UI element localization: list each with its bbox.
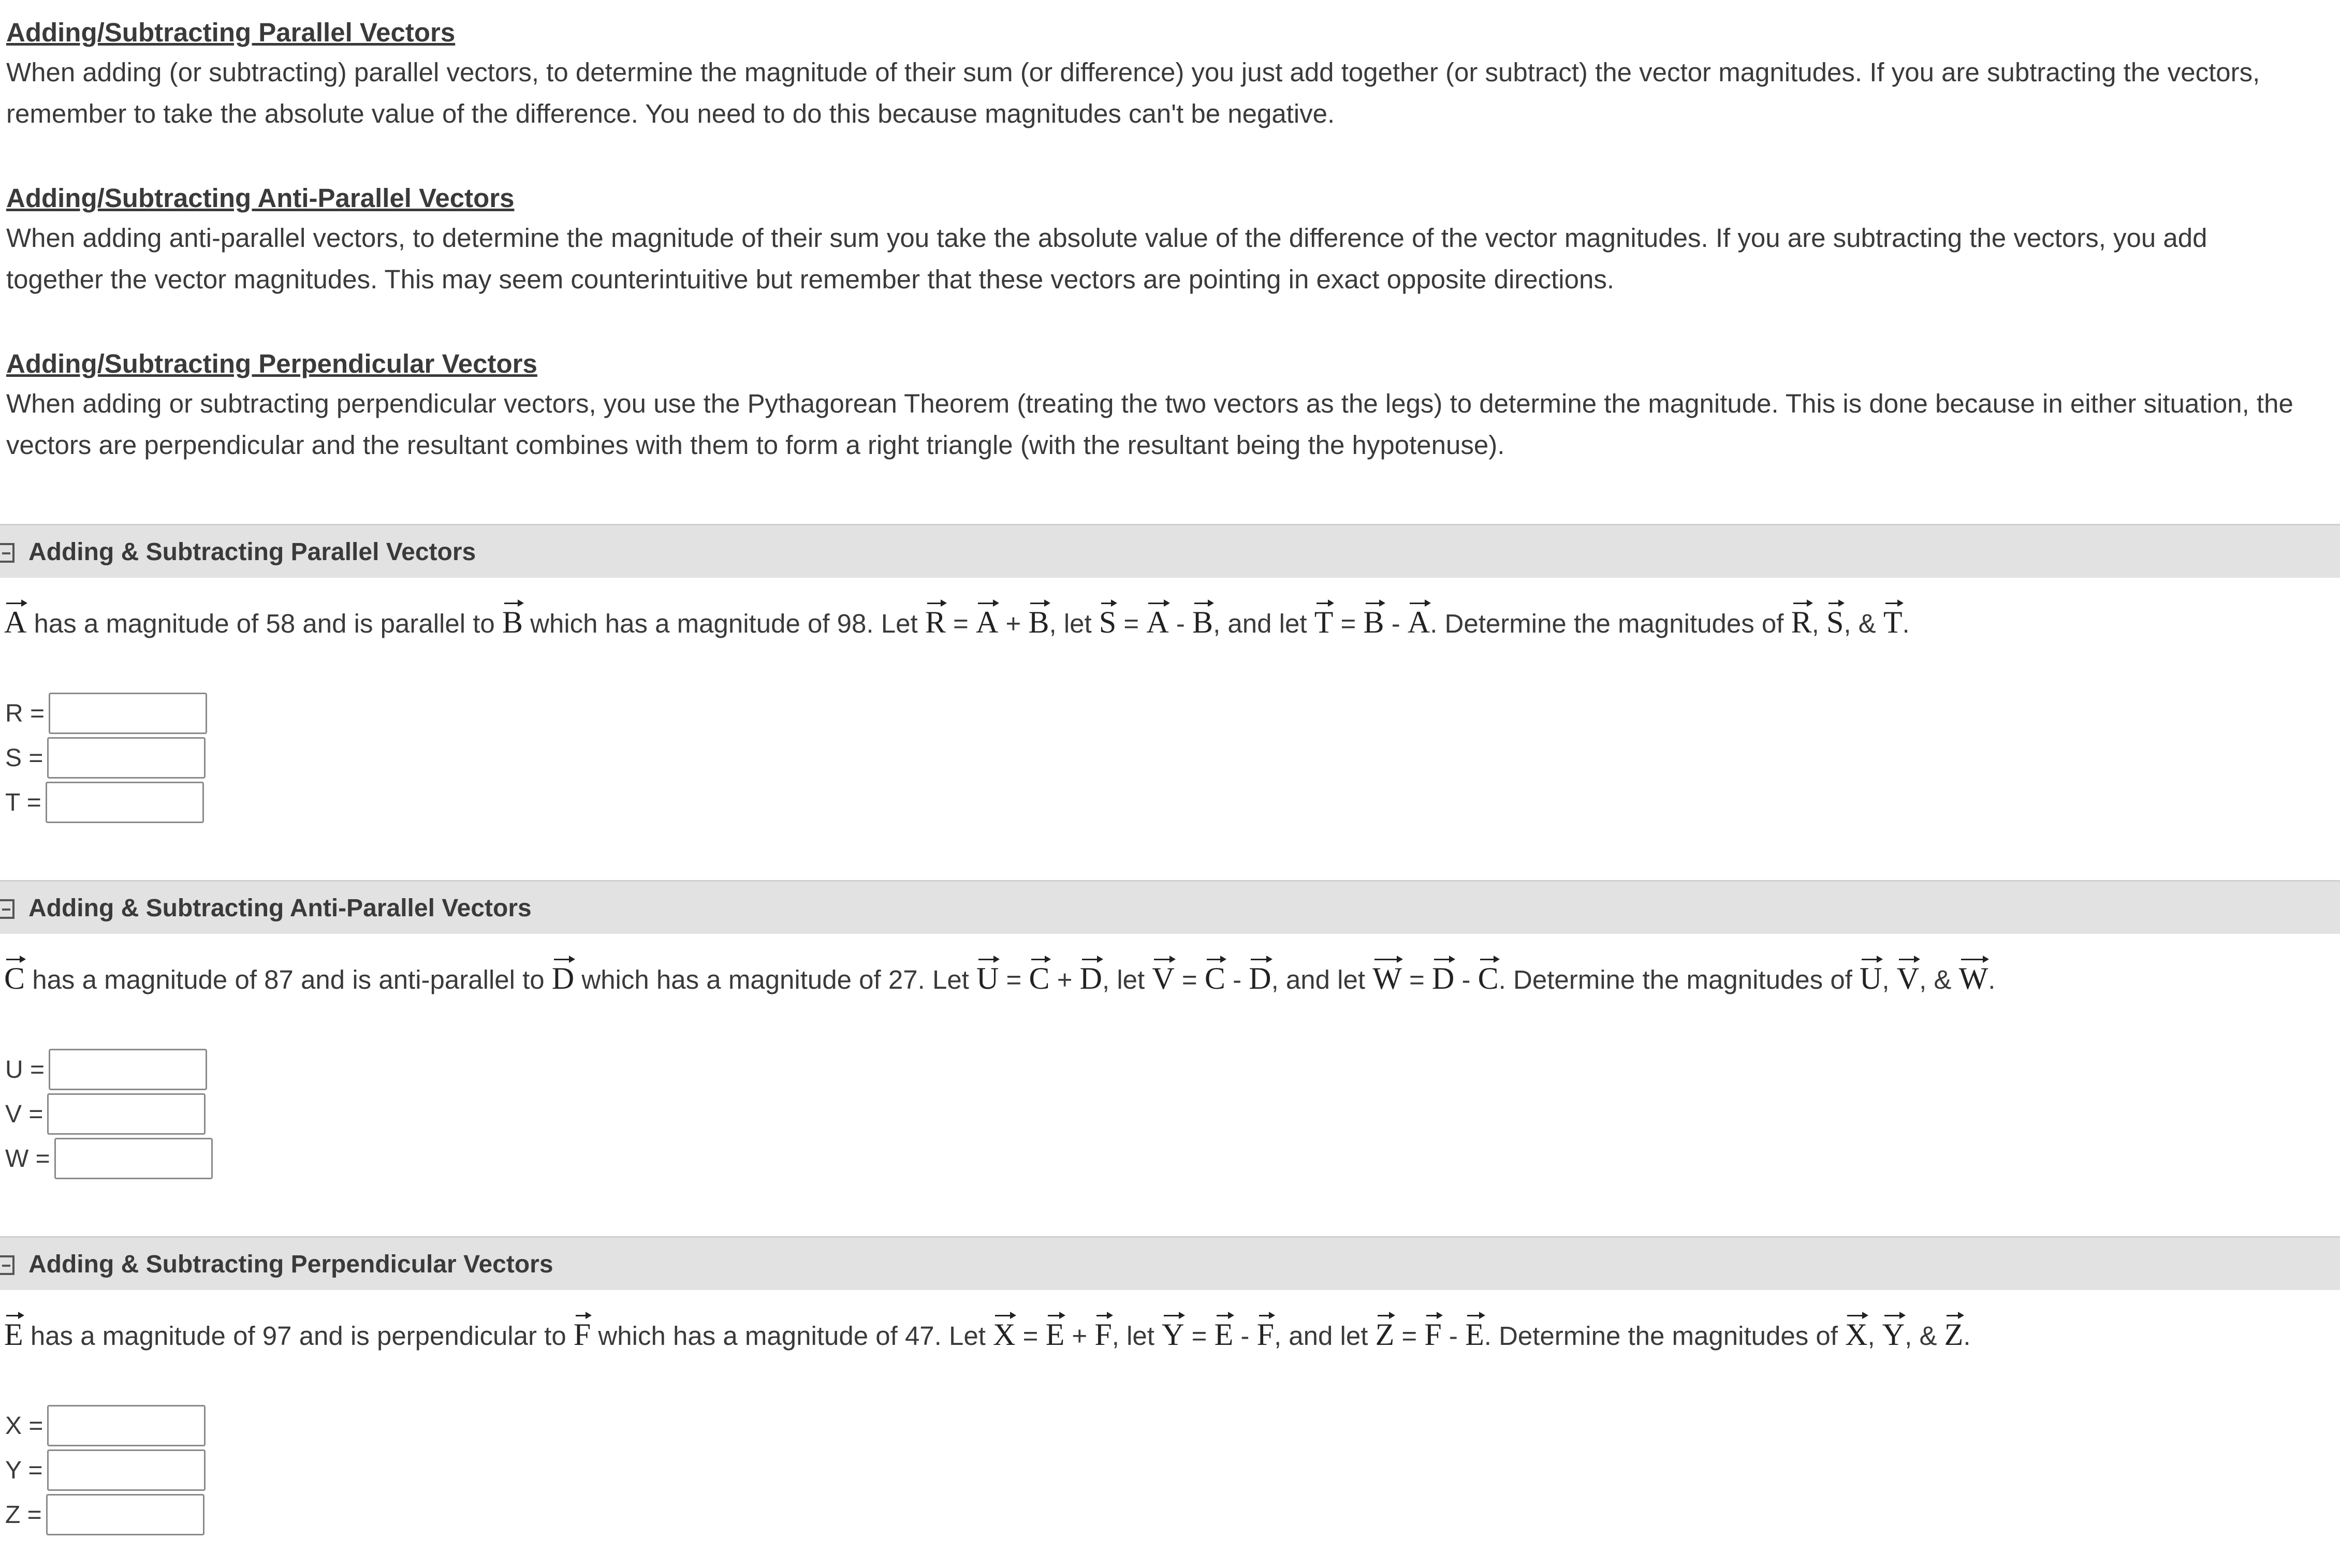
vector-symbol: W <box>1372 961 1402 995</box>
vector-symbol: E <box>4 1317 23 1352</box>
operator: - <box>1391 609 1400 638</box>
vector-symbol: C <box>1478 961 1499 995</box>
vector-symbol: C <box>1029 961 1050 995</box>
section-title: Adding & Subtracting Parallel Vectors <box>28 538 476 566</box>
operator: - <box>1240 1321 1250 1351</box>
problem-text: has a magnitude of 58 and is parallel to <box>26 609 502 638</box>
operator: - <box>1449 1321 1458 1351</box>
intro-line: vectors are perpendicular and the resultant combines with them to form a right triangle (with the resultant being the hypotenuse). <box>6 430 1505 460</box>
problem-statement: A has a magnitude of 58 and is parallel to B which has a magnitude of 98. Let R = A + B, let S = A - B, and let T = B - A. Determine the magnitudes of R, S, & T. <box>4 605 1910 639</box>
intro-line: When adding or subtracting perpendicular vectors, you use the Pythagorean Theorem (treating the two vectors as the legs) to determine the magnitude. This is done because in either situation, the <box>6 389 2293 418</box>
problem-text: which has a magnitude of 98. Let <box>522 609 925 638</box>
vector-symbol: B <box>1028 605 1049 639</box>
vector-symbol: D <box>1431 961 1455 995</box>
vector-symbol: F <box>1256 1317 1274 1352</box>
operator: - <box>1176 609 1185 638</box>
intro-title: Adding/Subtracting Parallel Vectors <box>6 18 456 47</box>
answer-input-s[interactable] <box>47 737 206 779</box>
problem-text: which has a magnitude of 27. Let <box>574 965 977 994</box>
vector-symbol: D <box>551 961 575 995</box>
vector-symbol: T <box>1314 605 1334 639</box>
answer-row-r <box>5 692 207 735</box>
problem-text: has a magnitude of 87 and is anti-parallel to <box>25 965 552 994</box>
section-header-parallel[interactable] <box>0 524 2340 578</box>
vector-symbol: X <box>1845 1317 1868 1352</box>
answer-input-w[interactable] <box>54 1138 213 1179</box>
vector-symbol: U <box>976 961 999 995</box>
intro-parallel <box>6 17 2336 135</box>
vector-symbol: F <box>573 1317 591 1352</box>
vector-symbol: F <box>1094 1317 1112 1352</box>
collapse-icon[interactable] <box>0 899 14 919</box>
answer-row-u <box>5 1048 207 1091</box>
collapse-icon[interactable] <box>0 543 14 563</box>
answer-row-v <box>5 1092 206 1136</box>
vector-symbol: B <box>1363 605 1384 639</box>
answer-row-w <box>5 1137 213 1180</box>
answer-row-z <box>5 1493 204 1536</box>
answer-input-y[interactable] <box>47 1449 206 1491</box>
vector-symbol: T <box>1883 605 1903 639</box>
vector-symbol: Y <box>1882 1317 1905 1352</box>
answer-input-t[interactable] <box>46 782 204 823</box>
intro-line: remember to take the absolute value of the difference. You need to do this because magnitudes can't be negative. <box>6 99 1335 128</box>
intro-perpendicular <box>6 348 2336 466</box>
collapse-icon[interactable] <box>0 1255 14 1275</box>
answer-input-u[interactable] <box>49 1049 207 1090</box>
vector-symbol: E <box>1465 1317 1484 1352</box>
intro-anti-parallel <box>6 182 2336 300</box>
intro-line: When adding anti-parallel vectors, to determine the magnitude of their sum you take the absolute value of the difference of the vector magnitudes. If you are subtracting the vectors, you add <box>6 223 2207 253</box>
vector-symbol: C <box>4 961 25 995</box>
vector-symbol: A <box>1146 605 1169 639</box>
operator: + <box>1005 609 1021 638</box>
vector-symbol: Z <box>1944 1317 1964 1352</box>
vector-symbol: S <box>1099 605 1117 639</box>
answer-input-r[interactable] <box>49 693 207 734</box>
section-header-anti-parallel[interactable] <box>0 880 2340 934</box>
vector-symbol: Y <box>1162 1317 1184 1352</box>
operator: - <box>1233 965 1242 994</box>
problem-statement: E has a magnitude of 97 and is perpendicular to F which has a magnitude of 47. Let X = E + F, let Y = E - F, and let Z = F - E. Determine the magnitudes of X, Y, & Z. <box>4 1317 1971 1352</box>
vector-symbol: R <box>925 605 946 639</box>
answer-label: T = <box>5 788 41 816</box>
answer-input-v[interactable] <box>47 1093 206 1135</box>
vector-symbol: A <box>4 605 27 639</box>
vector-symbol: A <box>975 605 999 639</box>
answer-label: W = <box>5 1145 50 1173</box>
problem-statement: C has a magnitude of 87 and is anti-parallel to D which has a magnitude of 27. Let U = C + D, let V = C - D, and let W = D - C. Determine the magnitudes of U, V, & W. <box>4 961 1996 995</box>
problem-text: has a magnitude of 97 and is perpendicular to <box>23 1321 574 1351</box>
vector-symbol: B <box>502 605 523 639</box>
section-title: Adding & Subtracting Anti-Parallel Vectors <box>28 895 532 922</box>
section-header-perpendicular[interactable] <box>0 1236 2340 1290</box>
vector-symbol: E <box>1214 1317 1234 1352</box>
vector-symbol: F <box>1424 1317 1442 1352</box>
section-title: Adding & Subtracting Perpendicular Vectors <box>28 1251 553 1278</box>
vector-symbol: D <box>1249 961 1271 995</box>
vector-symbol: X <box>993 1317 1016 1352</box>
answer-row-s <box>5 736 206 780</box>
vector-symbol: W <box>1958 961 1988 995</box>
answer-label: Z = <box>5 1501 42 1529</box>
problem-text: which has a magnitude of 47. Let <box>591 1321 993 1351</box>
vector-symbol: V <box>1896 961 1920 995</box>
intro-line: When adding (or subtracting) parallel vectors, to determine the magnitude of their sum (or difference) you just add together (or subtract) the vector magnitudes. If you are subtracting the vectors, <box>6 57 2260 87</box>
answer-label: V = <box>5 1100 43 1128</box>
answer-label: Y = <box>5 1456 43 1484</box>
intro-line: together the vector magnitudes. This may seem counterintuitive but remember that these vectors are pointing in exact opposite directions. <box>6 265 1615 294</box>
answer-row-x <box>5 1404 206 1447</box>
vector-symbol: C <box>1204 961 1225 995</box>
problem-text: Determine the magnitudes of <box>1499 1321 1846 1351</box>
answer-input-z[interactable] <box>46 1494 204 1535</box>
vector-symbol: V <box>1152 961 1175 995</box>
vector-symbol: E <box>1045 1317 1065 1352</box>
answer-row-y <box>5 1448 206 1492</box>
answer-input-x[interactable] <box>47 1405 206 1446</box>
vector-symbol: Z <box>1375 1317 1395 1352</box>
operator: - <box>1461 965 1471 994</box>
answer-row-t <box>5 781 204 824</box>
vector-symbol: R <box>1791 605 1812 639</box>
operator: + <box>1057 965 1073 994</box>
answer-label: R = <box>5 699 45 727</box>
vector-symbol: D <box>1079 961 1103 995</box>
intro-title: Adding/Subtracting Perpendicular Vectors <box>6 349 537 378</box>
answer-label: X = <box>5 1412 43 1440</box>
answer-label: S = <box>5 744 43 772</box>
vector-symbol: S <box>1826 605 1844 639</box>
answer-label: U = <box>5 1056 45 1083</box>
intro-title: Adding/Subtracting Anti-Parallel Vectors <box>6 183 515 213</box>
operator: + <box>1072 1321 1088 1351</box>
problem-text: Determine the magnitudes of <box>1444 609 1791 638</box>
vector-symbol: A <box>1407 605 1430 639</box>
problem-text: Determine the magnitudes of <box>1513 965 1860 994</box>
vector-symbol: U <box>1860 961 1882 995</box>
vector-symbol: B <box>1192 605 1213 639</box>
